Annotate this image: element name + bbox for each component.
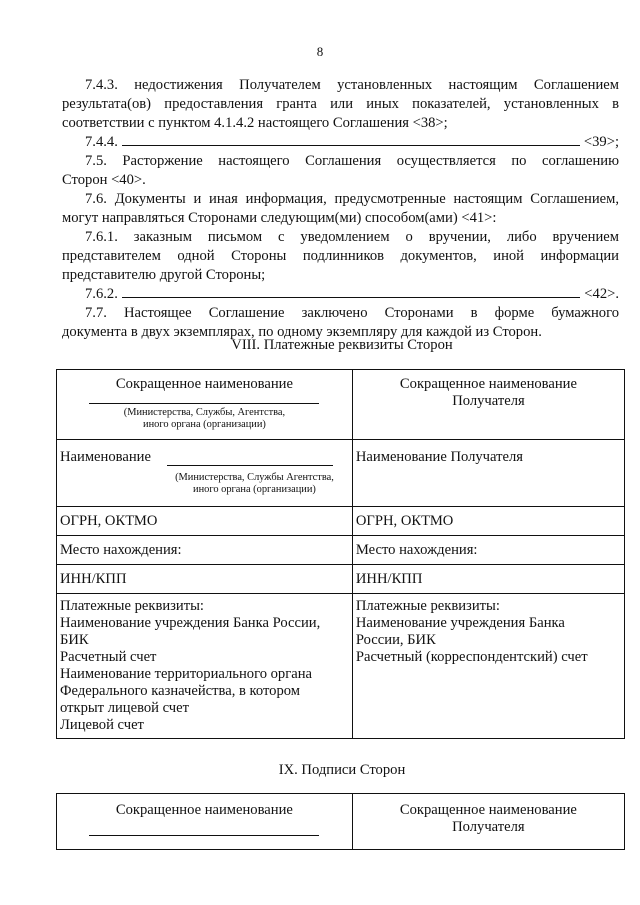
payment-line: открыт лицевой счет (60, 700, 190, 716)
left-name-note: иного органа (организации) (193, 484, 316, 495)
payment-line: России, БИК (355, 632, 436, 648)
sign-right-cell (352, 794, 624, 850)
paragraph-line: соответствии с пунктом 4.1.4.2 настоящего Соглашения <38>; (62, 115, 448, 131)
payment-line: Наименование территориального органа (60, 666, 312, 682)
table-row (57, 370, 625, 440)
location-right-cell: Место нахождения: (352, 536, 624, 565)
table-row (57, 565, 625, 594)
payment-line: БИК (60, 632, 89, 648)
paragraph-line: 7.4.3. недостижения Получателем установленных настоящим Соглашением (85, 77, 619, 93)
left-header-cell (57, 370, 353, 440)
blank-fill-line (122, 133, 580, 146)
section-8-title: VIII. Платежные реквизиты Сторон (231, 337, 453, 353)
payment-details-table (56, 369, 625, 739)
blank-fill-line (89, 403, 319, 404)
payment-line: Федерального казначейства, в котором (60, 683, 301, 699)
blank-fill-line (122, 285, 580, 298)
payment-line: Расчетный счет (60, 649, 157, 665)
paragraph-line: документа в двух экземплярах, по одному экземпляру для каждой из Сторон. (62, 324, 542, 340)
left-name-cell (57, 440, 353, 507)
page-number: 8 (316, 44, 324, 59)
right-header-label: Сокращенное наименование (399, 376, 577, 392)
left-name-label: Наименование (60, 449, 151, 465)
right-header-cell (352, 370, 624, 440)
sign-left-label: Сокращенное наименование (115, 802, 293, 818)
payment-left-cell (57, 594, 353, 739)
paragraph-line: представителем одной Стороны подлинников документов, иной информации (62, 248, 619, 264)
paragraph-line: 7.6. Документы и иная информация, предусмотренные настоящим Соглашением, (85, 191, 619, 207)
paragraph-line: 7.7. Настоящее Соглашение заключено Сторонами в форме бумажного (85, 305, 619, 321)
paragraph-line: результата(ов) предоставления гранта или иных показателей, установленных в (62, 96, 619, 112)
paragraph-line: могут направляться Сторонами следующим(ми) способом(ами) <41>: (62, 210, 497, 226)
section-9-title: IX. Подписи Сторон (278, 762, 406, 778)
payment-line: Платежные реквизиты: (60, 598, 204, 614)
sign-right-label: Получателя (452, 819, 525, 835)
left-header-note: (Министерства, Службы, Агентства, (123, 407, 286, 418)
paragraph-label: 7.6.2. (85, 286, 118, 302)
ogrn-right-cell: ОГРН, ОКТМО (352, 507, 624, 536)
table-row (57, 794, 625, 850)
inn-left-cell: ИНН/КПП (57, 565, 353, 594)
signature-line (89, 835, 319, 836)
signatures-table (56, 793, 625, 850)
right-header-label: Получателя (452, 393, 525, 409)
left-header-label: Сокращенное наименование (115, 376, 293, 392)
blank-fill-line (167, 465, 333, 466)
payment-line: Наименование учреждения Банка России, (60, 615, 321, 631)
paragraph-line: 7.5. Расторжение настоящего Соглашения осуществляется по соглашению (85, 153, 619, 169)
location-left-cell: Место нахождения: (57, 536, 353, 565)
paragraph-line: 7.6.1. заказным письмом с уведомлением о вручении, либо вручением (85, 229, 619, 245)
paragraph-line: Сторон <40>. (62, 172, 146, 188)
sign-right-label: Сокращенное наименование (399, 802, 577, 818)
right-name-label: Наименование Получателя (355, 449, 523, 465)
paragraph-7-4-4 (85, 133, 619, 152)
paragraph-line: представителю другой Стороны; (62, 267, 266, 283)
payment-line: Лицевой счет (60, 717, 144, 733)
table-row (57, 594, 625, 739)
inn-right-cell: ИНН/КПП (352, 565, 624, 594)
payment-line: Наименование учреждения Банка (355, 615, 565, 631)
table-row (57, 440, 625, 507)
payment-right-cell (352, 594, 624, 739)
paragraph-7-6-2 (85, 285, 619, 304)
footnote-ref: <42>. (584, 286, 619, 302)
table-row (57, 536, 625, 565)
paragraph-label: 7.4.4. (85, 134, 118, 150)
left-name-note: (Министерства, Службы Агентства, (175, 472, 334, 483)
footnote-ref: <39>; (583, 134, 619, 150)
table-row (57, 507, 625, 536)
right-name-cell (352, 440, 624, 507)
sign-left-cell (57, 794, 353, 850)
payment-line: Платежные реквизиты: (355, 598, 500, 614)
payment-line: Расчетный (корреспондентский) счет (355, 649, 588, 665)
ogrn-left-cell: ОГРН, ОКТМО (57, 507, 353, 536)
left-header-note: иного органа (организации) (143, 419, 266, 430)
